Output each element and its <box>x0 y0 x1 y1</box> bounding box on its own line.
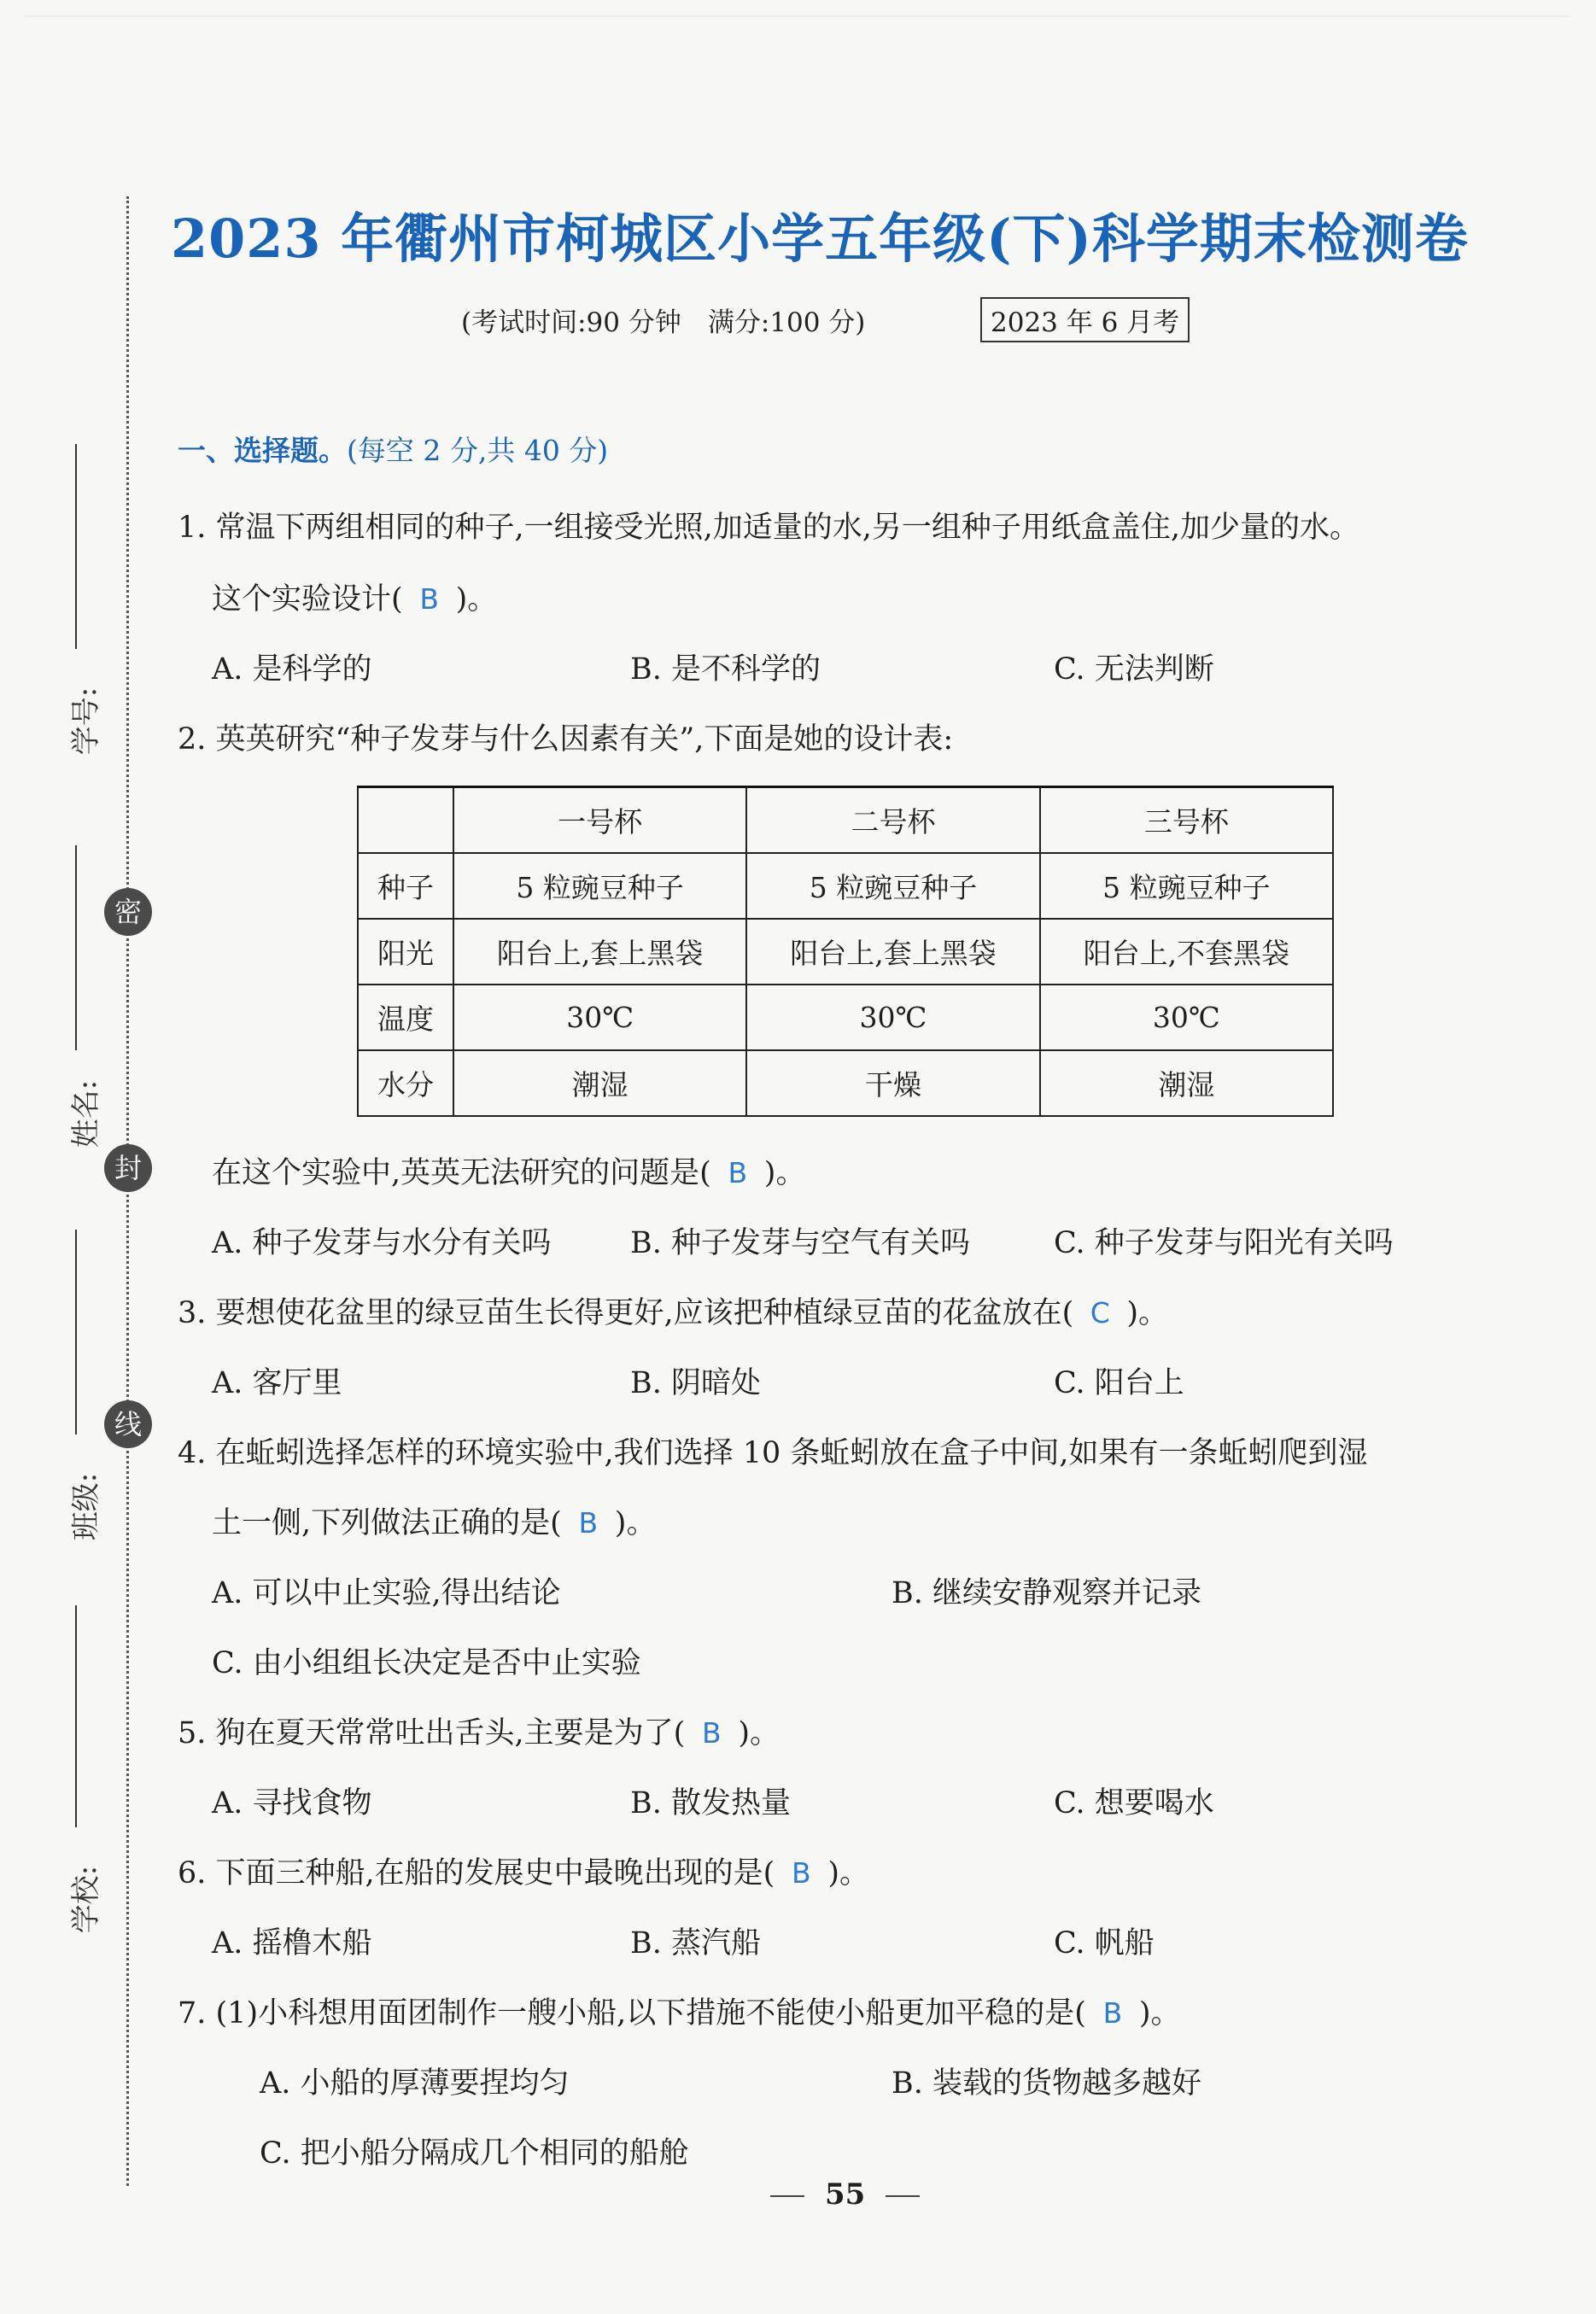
table-cell: 干燥 <box>746 1050 1039 1116</box>
seal-feng: 封 <box>104 1144 152 1192</box>
q2-answer: B <box>728 1156 748 1189</box>
q5-option-c: C. 想要喝水 <box>1054 1786 1214 1820</box>
table-cell: 阳台上,不套黑袋 <box>1040 919 1333 985</box>
exam-date-box: 2023 年 6 月考 <box>980 297 1190 342</box>
q2-design-table <box>357 786 1334 1117</box>
student-id-label: 学号: <box>69 687 104 756</box>
q5-stem-after: )。 <box>738 1716 780 1750</box>
table-cell: 5 粒豌豆种子 <box>1040 853 1333 919</box>
page-top-edge <box>26 15 1570 17</box>
table-row <box>358 853 1333 919</box>
q4-stem-after: )。 <box>614 1506 657 1540</box>
seal-mi: 密 <box>104 888 152 936</box>
q2-follow <box>212 1149 805 1192</box>
school-label: 学校: <box>69 1865 104 1934</box>
q1-option-c: C. 无法判断 <box>1054 652 1214 687</box>
table-row-head: 种子 <box>358 853 453 919</box>
table-row-head: 温度 <box>358 985 453 1050</box>
q1-stem-line1: 1. 常温下两组相同的种子,一组接受光照,加适量的水,另一组种子用纸盒盖住,加少量的水。 <box>178 511 1360 545</box>
section-note: (每空 2 分,共 40 分) <box>347 434 609 467</box>
q6-stem <box>178 1849 869 1892</box>
q7-stem <box>178 1990 1181 2032</box>
table-row-head: 阳光 <box>358 919 453 985</box>
q1-answer: B <box>419 582 439 616</box>
table-row <box>358 919 1333 985</box>
page-number <box>750 2177 940 2212</box>
page-number-value: 55 <box>825 2177 866 2212</box>
table-cell: 5 粒豌豆种子 <box>746 853 1039 919</box>
q5-answer: B <box>701 1716 722 1750</box>
class-label: 班级: <box>69 1472 104 1541</box>
q4-option-a: A. 可以中止实验,得出结论 <box>212 1576 561 1610</box>
school-blank <box>75 1605 77 1827</box>
table-row-head: 水分 <box>358 1050 453 1116</box>
q7-option-c: C. 把小船分隔成几个相同的船舱 <box>260 2136 689 2171</box>
table-cell: 30℃ <box>746 985 1039 1050</box>
table-cell: 阳台上,套上黑袋 <box>453 919 746 985</box>
seal-xian: 线 <box>104 1400 152 1448</box>
q5-option-a: A. 寻找食物 <box>212 1786 372 1820</box>
q4-answer: B <box>578 1506 599 1540</box>
exam-title: 2023 年衢州市柯城区小学五年级(下)科学期末检测卷 <box>171 207 1469 270</box>
q3-stem <box>178 1289 1168 1332</box>
q2-option-a: A. 种子发芽与水分有关吗 <box>212 1226 552 1260</box>
section-heading <box>178 429 608 469</box>
q6-option-c: C. 帆船 <box>1054 1926 1155 1960</box>
table-cell: 潮湿 <box>453 1050 746 1116</box>
q5-stem <box>178 1709 780 1752</box>
student-id-blank <box>75 444 77 649</box>
q7-option-b: B. 装载的货物越多越好 <box>892 2066 1201 2101</box>
q2-option-c: C. 种子发芽与阳光有关吗 <box>1054 1226 1394 1260</box>
q2-option-b: B. 种子发芽与空气有关吗 <box>630 1226 970 1260</box>
q4-stem-line2 <box>212 1499 656 1542</box>
q4-stem-line1: 4. 在蚯蚓选择怎样的环境实验中,我们选择 10 条蚯蚓放在盒子中间,如果有一条蚯蚓爬到湿 <box>178 1436 1368 1470</box>
table-cell: 潮湿 <box>1040 1050 1333 1116</box>
q7-answer: B <box>1102 1996 1123 2030</box>
q6-option-a: A. 摇橹木船 <box>212 1926 372 1960</box>
table-cell: 5 粒豌豆种子 <box>453 853 746 919</box>
q6-stem-before: 6. 下面三种船,在船的发展史中最晚出现的是( <box>178 1856 775 1890</box>
q7-option-a: A. 小船的厚薄要捏均匀 <box>260 2066 570 2101</box>
page-number-dash-left <box>770 2195 804 2197</box>
table-corner-cell <box>358 787 453 854</box>
table-header-cup1: 一号杯 <box>453 787 746 854</box>
q1-stem-after: )。 <box>455 582 498 616</box>
class-blank <box>75 1230 77 1435</box>
q6-option-b: B. 蒸汽船 <box>630 1926 761 1960</box>
table-header-cup2: 二号杯 <box>746 787 1039 854</box>
page-number-dash-right <box>886 2195 920 2197</box>
q3-answer: C <box>1090 1296 1110 1329</box>
q3-option-a: A. 客厅里 <box>212 1366 342 1400</box>
table-cell: 30℃ <box>1040 985 1333 1050</box>
q3-stem-before: 3. 要想使花盆里的绿豆苗生长得更好,应该把种植绿豆苗的花盆放在( <box>178 1296 1074 1330</box>
q4-option-c: C. 由小组组长决定是否中止实验 <box>212 1646 641 1680</box>
table-header-row <box>358 787 1333 854</box>
table-header-cup3: 三号杯 <box>1040 787 1333 854</box>
q3-option-c: C. 阳台上 <box>1054 1366 1184 1400</box>
section-title: 一、选择题。 <box>178 434 347 467</box>
name-label: 姓名: <box>69 1079 104 1148</box>
table-row <box>358 985 1333 1050</box>
q2-follow-after: )。 <box>763 1156 806 1190</box>
name-blank <box>75 845 77 1050</box>
q3-stem-after: )。 <box>1126 1296 1168 1330</box>
q2-follow-before: 在这个实验中,英英无法研究的问题是( <box>212 1156 711 1190</box>
q1-stem-before: 这个实验设计( <box>212 582 403 616</box>
q6-answer: B <box>791 1856 811 1890</box>
q1-option-a: A. 是科学的 <box>212 652 372 687</box>
q7-stem-after: )。 <box>1138 1996 1181 2031</box>
q5-option-b: B. 散发热量 <box>630 1786 791 1820</box>
q4-stem-before: 土一侧,下列做法正确的是( <box>212 1506 562 1540</box>
table-row <box>358 1050 1333 1116</box>
table-cell: 阳台上,套上黑袋 <box>746 919 1039 985</box>
q7-stem-before: 7. (1)小科想用面团制作一艘小船,以下措施不能使小船更加平稳的是( <box>178 1996 1086 2031</box>
table-cell: 30℃ <box>453 985 746 1050</box>
exam-info: (考试时间:90 分钟 满分:100 分) <box>461 307 866 338</box>
q4-option-b: B. 继续安静观察并记录 <box>892 1576 1201 1610</box>
q5-stem-before: 5. 狗在夏天常常吐出舌头,主要是为了( <box>178 1716 686 1750</box>
q3-option-b: B. 阴暗处 <box>630 1366 761 1400</box>
q1-stem-line2 <box>212 576 497 618</box>
q6-stem-after: )。 <box>827 1856 869 1890</box>
q1-option-b: B. 是不科学的 <box>630 652 821 687</box>
q2-stem: 2. 英英研究“种子发芽与什么因素有关”,下面是她的设计表: <box>178 722 954 757</box>
